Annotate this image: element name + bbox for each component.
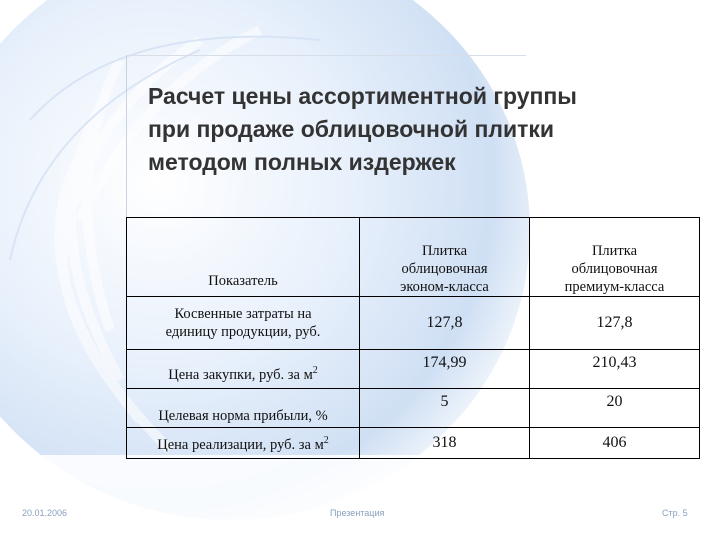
row-label — [127, 297, 360, 350]
superscript: 2 — [312, 365, 318, 376]
cell-premium: 406 — [530, 428, 700, 459]
header-text: облицовочная — [401, 261, 488, 277]
table-header-row — [127, 218, 700, 297]
slide-title-line: методом полных издержек — [148, 149, 456, 175]
slide-title-line: при продаже облицовочной плитки — [148, 116, 555, 142]
header-text: Плитка — [421, 243, 468, 259]
header-text: эконом-класса — [400, 279, 489, 295]
footer-date: 20.01.2006 — [22, 508, 68, 518]
cell-econom: 5 — [360, 389, 530, 428]
row-label-text: Цена закупки, руб. за м — [168, 367, 313, 383]
header-text: премиум-класса — [564, 279, 665, 295]
header-econom — [360, 218, 530, 297]
decorative-horizontal-line — [126, 55, 526, 56]
table-row — [127, 428, 700, 459]
cell-premium: 20 — [530, 389, 700, 428]
header-text: Плитка — [591, 243, 638, 259]
slide-title-line: Расчет цены ассортиментной группы — [148, 83, 577, 109]
table-row — [127, 389, 700, 428]
cell-premium: 127,8 — [530, 297, 700, 350]
price-calculation-table — [126, 217, 700, 459]
row-label-text: Цена реализации, руб. за м — [157, 437, 324, 453]
table-row — [127, 350, 700, 389]
footer-page-number: Стр. 5 — [662, 508, 688, 518]
header-indicator: Показатель — [127, 218, 360, 297]
row-label: Целевая норма прибыли, % — [127, 389, 360, 428]
row-label-text: Косвенные затраты на — [174, 306, 312, 322]
row-label — [127, 428, 360, 459]
cell-econom: 318 — [360, 428, 530, 459]
header-text: облицовочная — [571, 261, 658, 277]
cell-econom: 174,99 — [360, 350, 530, 389]
table-row — [127, 297, 700, 350]
cell-premium: 210,43 — [530, 350, 700, 389]
cell-econom: 127,8 — [360, 297, 530, 350]
row-label — [127, 350, 360, 389]
superscript: 2 — [323, 435, 329, 446]
row-label-text: единицу продукции, руб. — [165, 324, 321, 340]
slide-title — [148, 80, 688, 179]
footer-presentation-name: Презентация — [330, 508, 385, 518]
header-premium — [530, 218, 700, 297]
